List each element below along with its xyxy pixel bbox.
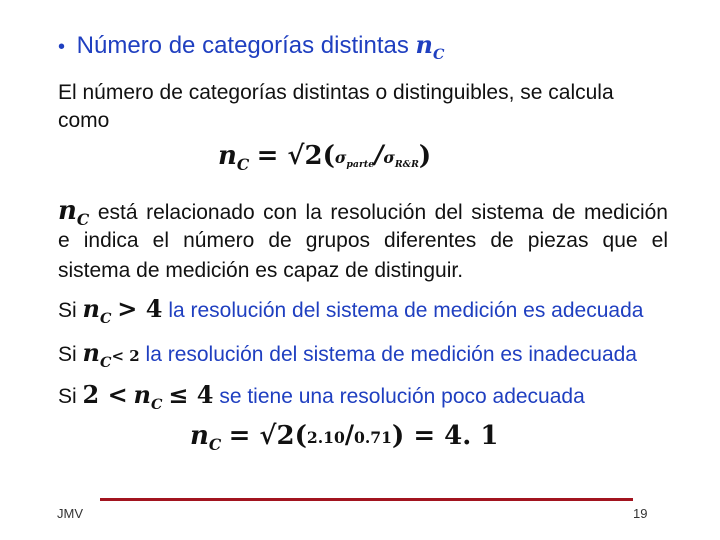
- desc-line-2: e indica el número de grupos diferentes de piezas que el: [58, 229, 668, 252]
- desc-line-3: sistema de medición es capaz de distinguir.: [58, 259, 464, 282]
- formula-eq: = √2(: [256, 141, 335, 171]
- footer-divider: [100, 498, 633, 501]
- title-symbol: $n_C$: [415, 30, 445, 63]
- formula-fraction: $\sigma_{parte}/\sigma_{R\&R}$: [334, 140, 419, 171]
- formula-lhs: $n_C$: [218, 141, 250, 175]
- bullet-icon: •: [58, 36, 66, 58]
- formula-nc: $n_C = √2(\sigma_{parte}/\sigma_{R\&R})$: [218, 140, 432, 175]
- desc-symbol: $n_C$: [58, 196, 90, 230]
- intro-line-1: El número de categorías distintas o distinguibles, se calcula: [58, 81, 614, 104]
- intro-line-2: como: [58, 109, 110, 132]
- condition-inadecuada: Si $n_C< 2$ la resolución del sistema de medición es inadecuada: [58, 338, 637, 371]
- desc-line-1: $n_C$ está relacionado con la resolución del sistema de medición: [58, 196, 668, 230]
- title-text: Número de categorías distintas: [76, 32, 409, 59]
- slide-title: [58, 30, 444, 63]
- formula-nc-result: $n_C = √2(2.10/0.71) = 4$. 1: [190, 420, 499, 455]
- page-number: 19: [633, 506, 648, 521]
- footer-author: JMV: [57, 506, 83, 521]
- condition-poco-adecuada: Si $2 < n_C \le 4$ se tiene una resolución poco adecuada: [58, 380, 585, 413]
- condition-adecuada: Si $n_C > 4$ la resolución del sistema de medición es adecuada: [58, 294, 644, 327]
